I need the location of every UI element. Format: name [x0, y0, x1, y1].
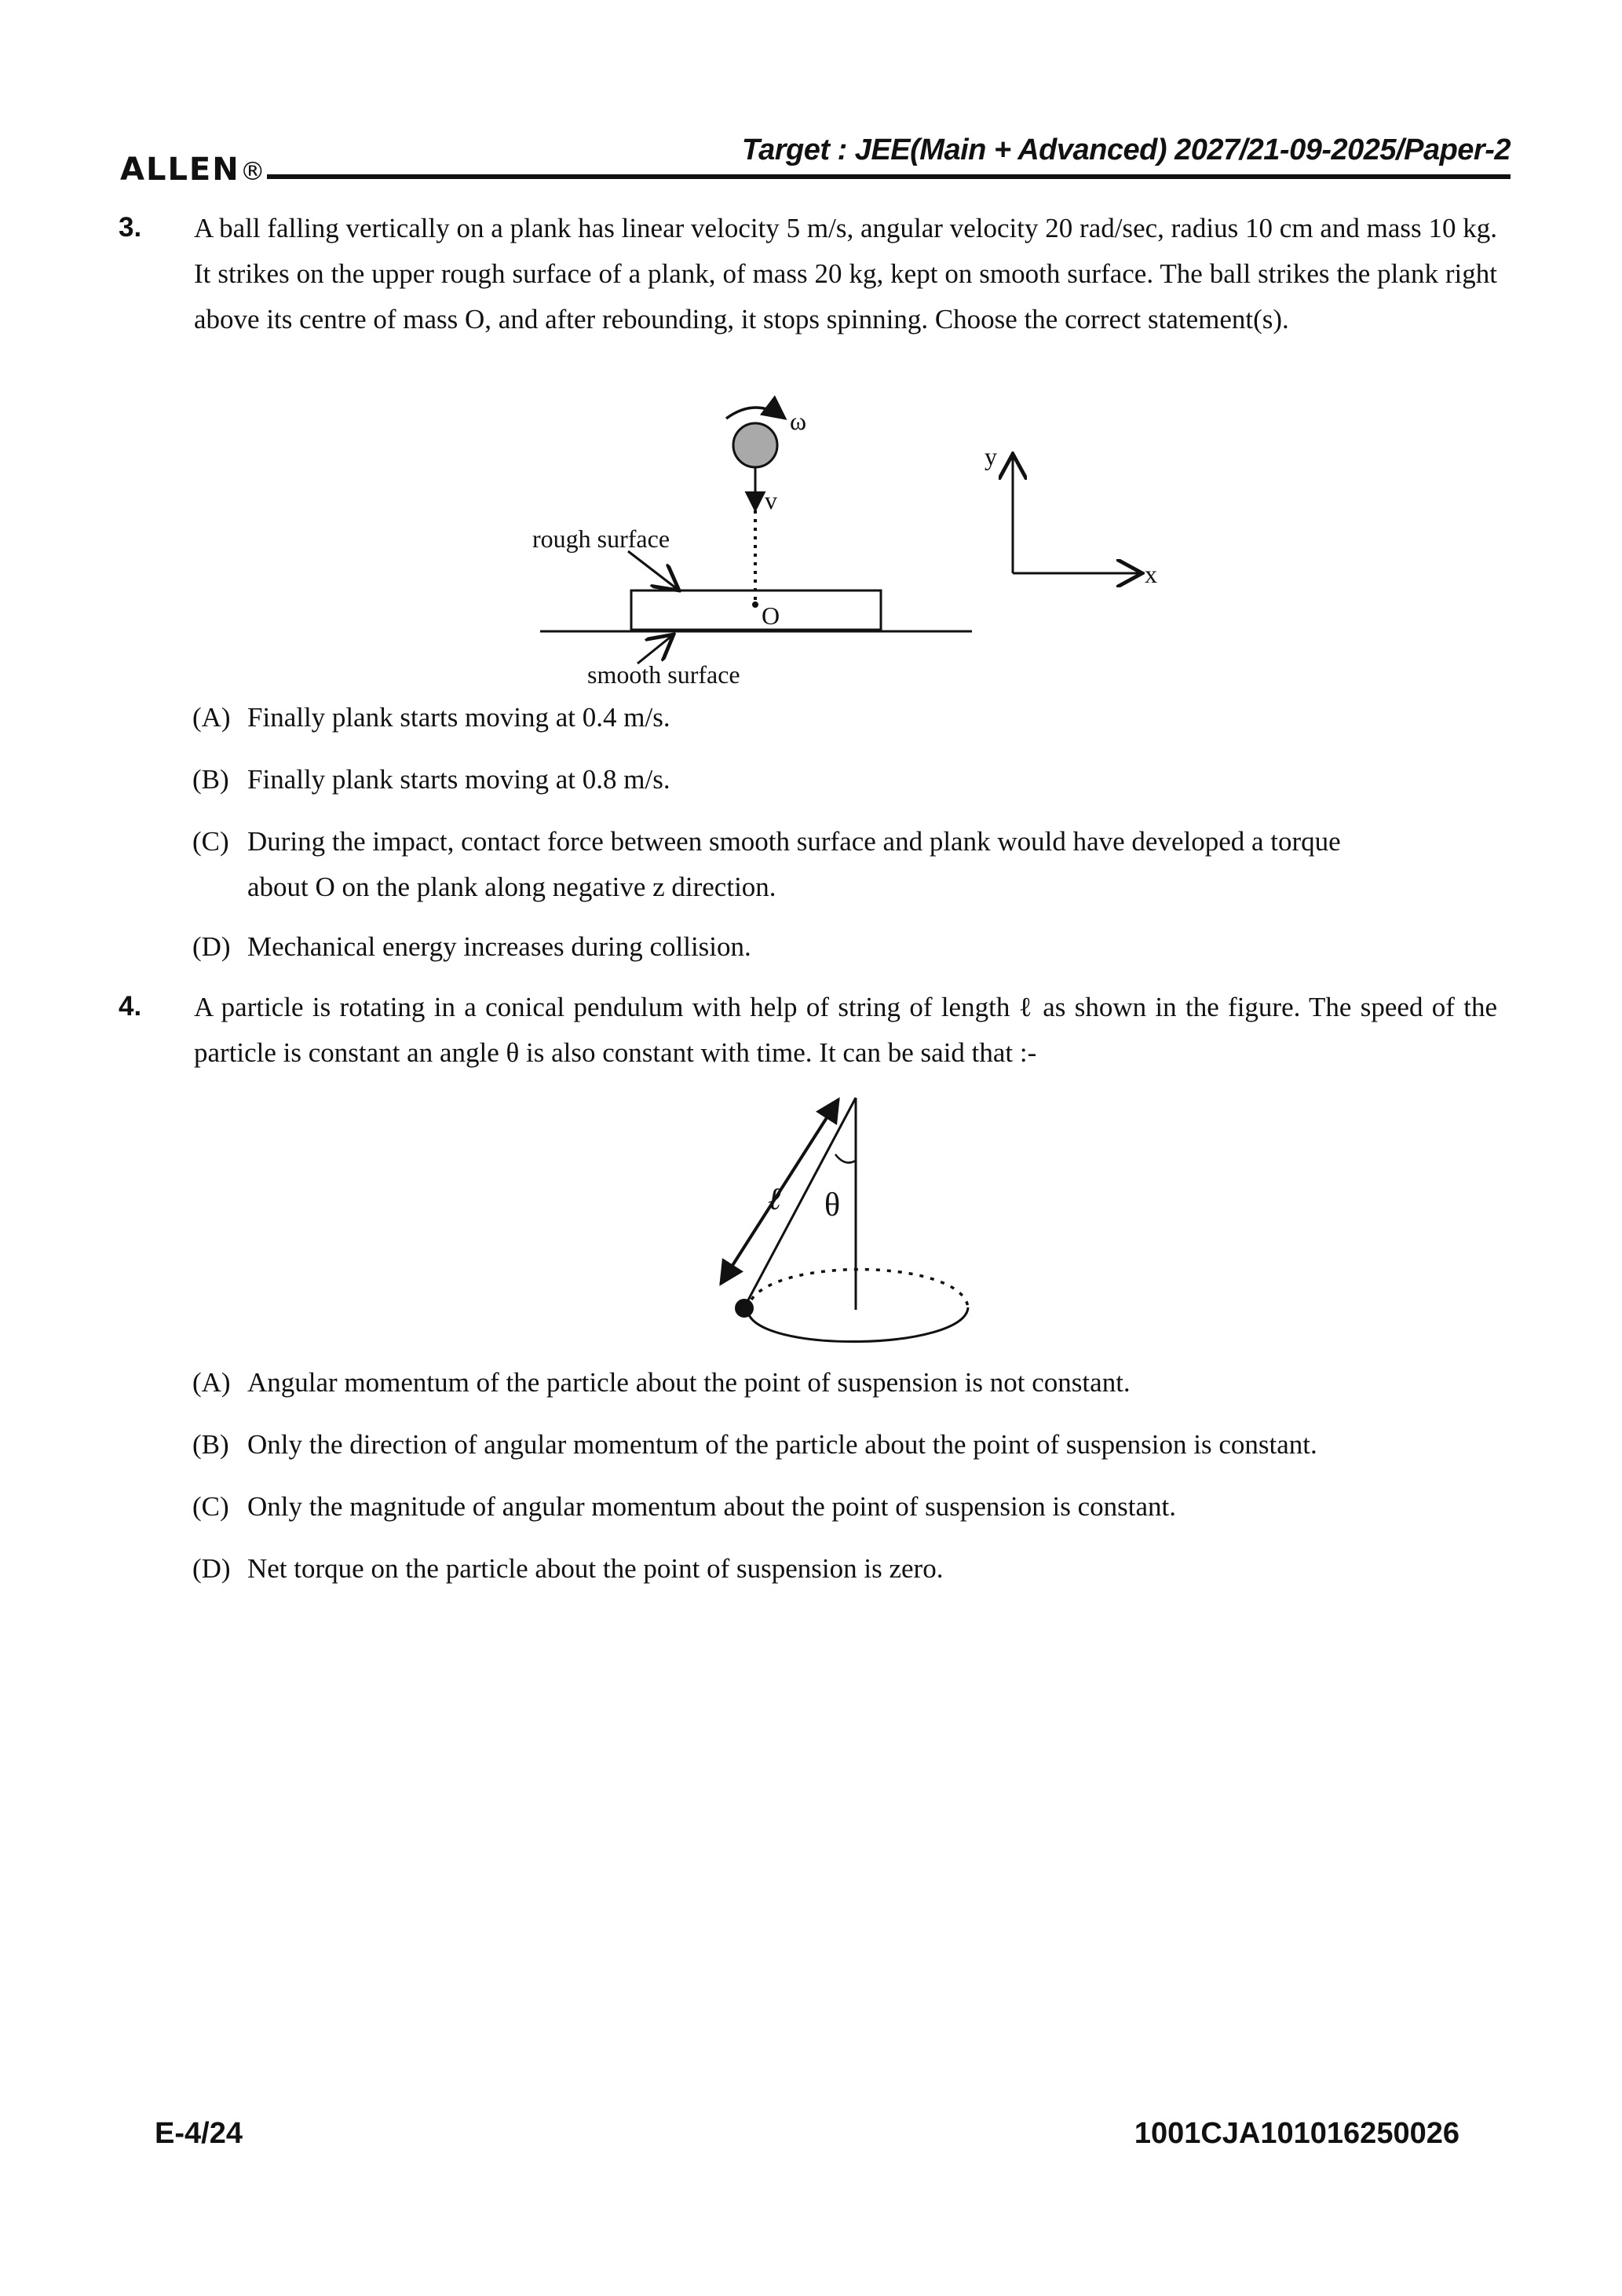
option-text: Only the direction of angular momentum of the particle about the point of suspension is constant.	[247, 1429, 1317, 1460]
question-4-number: 4.	[119, 991, 142, 1022]
q3-option-a	[192, 695, 1527, 740]
option-label: (A)	[192, 702, 231, 733]
conical-pendulum-figure	[0, 1084, 1622, 1351]
option-text: Net torque on the particle about the point of suspension is zero.	[247, 1553, 944, 1584]
q4-option-d	[192, 1546, 1527, 1592]
option-text-continued: about O on the plank along negative z direction.	[247, 872, 776, 902]
question-3-text: A ball falling vertically on a plank has linear velocity 5 m/s, angular velocity 20 rad/sec, radius 10 cm and mass 10 kg. It strikes on the upper rough surface of a plank, of mass 20 kg, kept on smooth surface. The ball strikes the plank right above its centre of mass O, and after rebounding, it stops spinning. Choose the correct statement(s).	[194, 213, 1497, 335]
q3-option-c	[192, 819, 1527, 910]
ball	[733, 423, 777, 467]
option-label: (A)	[192, 1367, 231, 1398]
question-4-text: A particle is rotating in a conical pendulum with help of string of length ℓ as shown in the figure. The speed of the particle is constant an angle θ is also constant with time. It can be said that :-	[194, 992, 1497, 1068]
angle-arc	[835, 1154, 856, 1163]
q3-option-d	[192, 924, 1527, 970]
spin-arrow	[726, 408, 785, 419]
question-3-number: 3.	[119, 212, 142, 243]
rough-surface-pointer	[628, 551, 679, 590]
circle-path-back	[747, 1270, 968, 1310]
option-text: Mechanical energy increases during collision.	[247, 931, 751, 962]
particle	[735, 1299, 754, 1318]
option-label: (D)	[192, 1553, 231, 1584]
ball-plank-figure	[0, 0, 1622, 707]
smooth-surface-pointer	[637, 634, 674, 664]
paper-target-title: Target : JEE(Main + Advanced) 2027/21-09-2025/Paper-2	[741, 133, 1511, 166]
option-label: (B)	[192, 1429, 229, 1460]
option-label: (C)	[192, 826, 229, 857]
circle-path-front	[747, 1307, 968, 1342]
paper-code: 1001CJA101016250026	[1134, 2117, 1459, 2150]
center-O-dot	[752, 601, 758, 608]
registered-mark: ®	[239, 156, 265, 186]
option-label: (B)	[192, 764, 229, 795]
theta-label: θ	[824, 1187, 841, 1223]
omega-label: ω	[790, 407, 807, 435]
y-axis-label: y	[985, 442, 997, 470]
q4-option-b	[192, 1422, 1527, 1468]
q3-option-b	[192, 757, 1527, 803]
rough-surface-label: rough surface	[532, 525, 670, 553]
option-text: Finally plank starts moving at 0.4 m/s.	[247, 702, 670, 733]
option-text: Angular momentum of the particle about the point of suspension is not constant.	[247, 1367, 1131, 1398]
logo-text: ALLEN	[120, 152, 240, 188]
q4-option-c	[192, 1484, 1527, 1530]
center-O-label: O	[762, 601, 780, 630]
plank	[631, 590, 881, 630]
option-label: (C)	[192, 1491, 229, 1522]
smooth-surface-label: smooth surface	[587, 660, 740, 689]
velocity-label: v	[765, 486, 777, 514]
option-label: (D)	[192, 931, 231, 962]
option-text: Finally plank starts moving at 0.8 m/s.	[247, 764, 670, 795]
x-axis-label: x	[1145, 560, 1157, 588]
page-number: E-4/24	[155, 2117, 243, 2150]
q4-option-a	[192, 1360, 1527, 1406]
option-text: During the impact, contact force between smooth surface and plank would have developed a torque	[247, 826, 1341, 857]
option-text: Only the magnitude of angular momentum about the point of suspension is constant.	[247, 1491, 1177, 1522]
length-label: ℓ	[768, 1181, 781, 1216]
